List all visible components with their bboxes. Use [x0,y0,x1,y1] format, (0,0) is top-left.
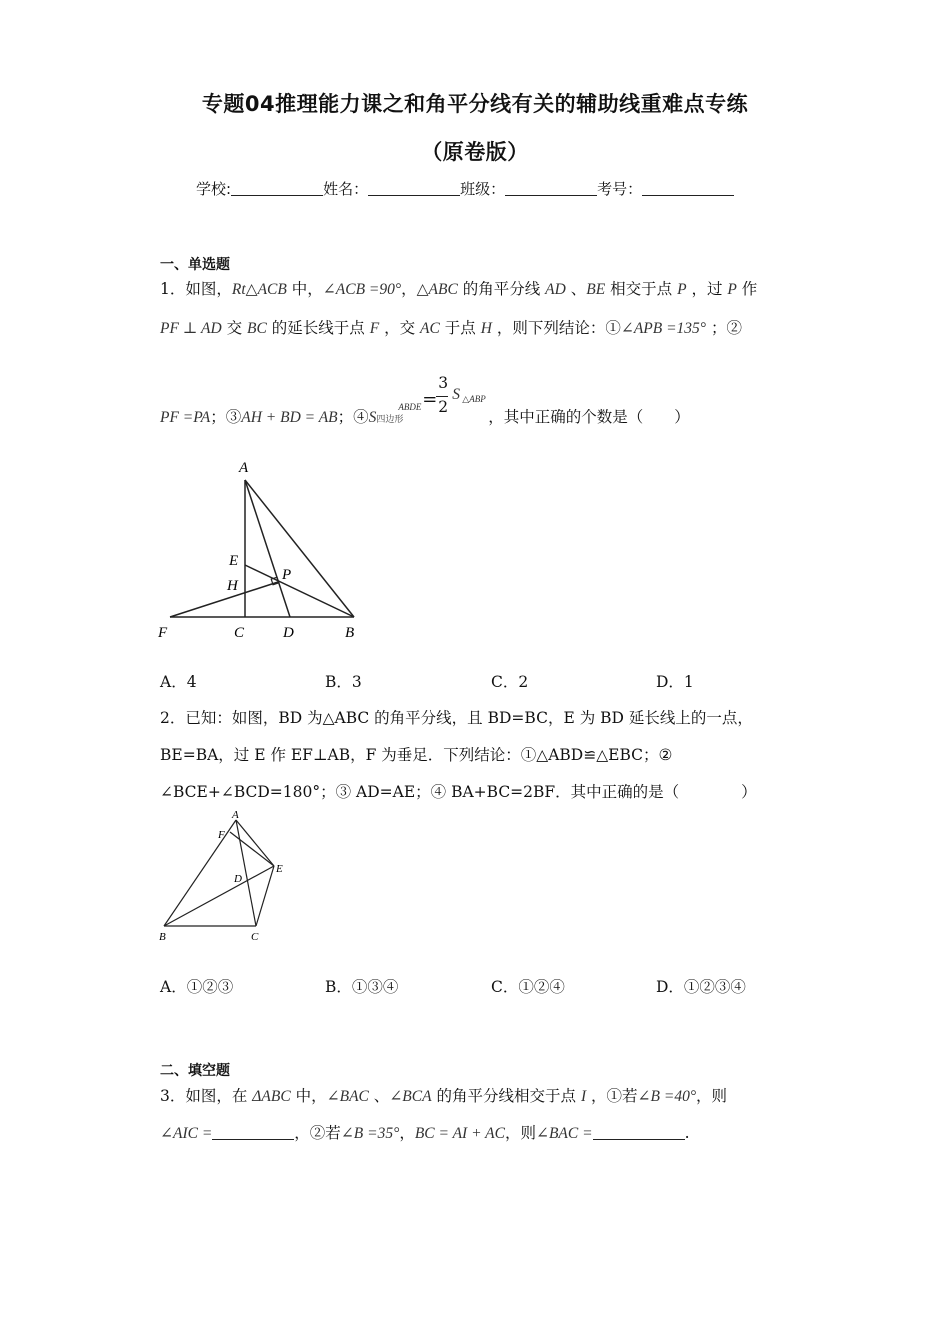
q1-option-b[interactable]: B．3 [325,673,362,691]
segment-ab [164,820,236,926]
label-b: B [159,931,166,943]
page-title: 专题04推理能力课之和角平分线有关的辅助线重难点专练 [201,92,749,116]
school-label: 学校: [196,180,232,198]
segment-ab [245,480,354,617]
name-field[interactable] [368,181,460,196]
label-h: H [227,578,238,594]
q1-line-3: PF =PA；③AH + BD = AB；④S四边形 $^{ABDE}$ = 3 2 S △ABP ，其中正确的个数是（ ） [160,374,690,426]
q2-option-b[interactable]: B．①③④ [325,978,399,996]
q2-option-d[interactable]: D．①②③④ [656,978,746,996]
info-line [196,178,734,199]
q2-line-1: 2．已知：如图，BD 为△ABC 的角平分线，且 BD=BC，E 为 BD 延长线上的一点， [160,709,753,727]
segment-fp [170,582,278,617]
q2-figure [150,808,300,948]
section-2-title: 二、填空题 [160,1063,230,1079]
answer-blank-bac[interactable] [593,1125,685,1140]
page-subtitle: （原卷版） [421,140,529,164]
q1-figure [150,455,390,645]
segment-ad [245,480,290,617]
class-label: 班级： [460,180,506,198]
q2-line-3: ∠BCE+∠BCD=180°；③ AD=AE；④ BA+BC=2BF．其中正确的是（ ） [160,783,757,801]
q1-option-a[interactable]: A．4 [160,673,197,691]
q1-line-1: 1．如图，Rt△ACB 中，∠ACB =90°，△ABC 的角平分线 AD 、BE 相交于点 P ，过 P 作 [160,280,758,298]
name-label: 姓名： [323,180,369,198]
label-f: F [218,829,225,841]
right-angle-mark [271,577,279,585]
q2-option-a[interactable]: A．①②③ [160,978,234,996]
section-1-title: 一、单选题 [160,257,230,273]
school-field[interactable] [231,181,323,196]
segment-ae [236,820,274,866]
label-a: A [239,460,249,476]
q3-line-1: 3．如图，在 ΔABC 中，∠BAC 、∠BCA 的角平分线相交于点 I ，①若∠B =40°，则 [160,1087,728,1105]
q1-line-2: PF ⊥ AD 交 BC 的延长线于点 F ，交 AC 于点 H ，则下列结论：①∠APB =135° ；② [160,319,742,337]
segment-be [164,866,274,926]
q2-option-c[interactable]: C．①②④ [491,978,565,996]
label-e: E [229,553,239,569]
q3-line-2: ∠AIC = ，②若∠B =35°，BC = AI + AC，则∠BAC = . [160,1124,690,1142]
label-a: A [232,809,239,821]
q1-option-d[interactable]: D．1 [656,673,694,691]
exam-no-field[interactable] [642,181,734,196]
label-e: E [276,863,283,875]
answer-blank-aic[interactable] [212,1125,294,1140]
fraction: = 3 2 S △ABP [422,374,486,416]
exam-no-label: 考号： [597,180,643,198]
q1-option-c[interactable]: C．2 [491,673,529,691]
class-field[interactable] [505,181,597,196]
q2-line-2: BE=BA，过 E 作 EF⊥AB，F 为垂足．下列结论：①△ABD≌△EBC；② [160,746,673,764]
label-b: B [345,625,355,641]
segment-be [245,565,354,617]
label-c: C [251,931,259,943]
label-p: P [282,567,292,583]
label-d: D [234,873,242,885]
segment-fe [230,832,274,866]
label-d: D [283,625,294,641]
label-f: F [158,625,168,641]
label-c: C [234,625,245,641]
